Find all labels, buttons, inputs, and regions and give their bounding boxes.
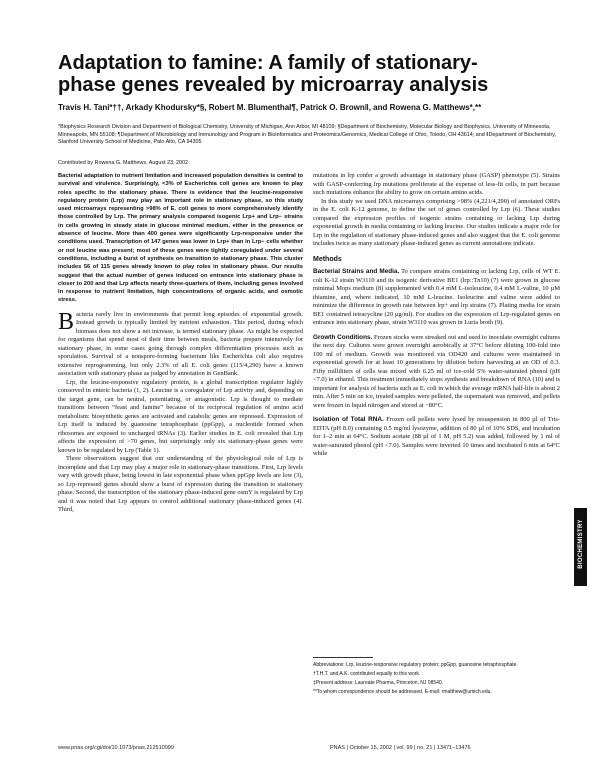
contributed-by: Contributed by Rowena G. Matthews, August 23, 2002 xyxy=(58,160,189,166)
intro-paragraph-2: Lrp, the leucine-responsive regulatory protein, is a global transcription regulator highly conserved in enteric bacteria (1, 2). Leucine is a coregulator of Lrp activity and, depending on the target gene, can be neutral, potentiating, or antagonistic. Lrp is thought to mediate transitions between “feast and famine” because of its reciprocal regulation of amino acid metabolism: biosynthetic genes are activated and catabolic genes are repressed. Expression of Lrp itself is induced by guanosine tetraphosphate (ppGpp), a nucleotide formed when ribosomes are exposed to uncharged tRNAs (3). Earlier studies in E. coli revealed that Lrp affects the expression of >70 genes, but surprisingly only six stationary-phase genes were known to be regulated by Lrp (Table 1). xyxy=(58,378,303,454)
left-column xyxy=(58,172,303,515)
intro-paragraph-3: Three observations suggest that our understanding of the physiological role of Lrp is incomplete and that Lrp may play a major role in stationary-phase transitions. First, Lrp levels vary with growth phase, being lowest in late exponential phase when ppGpp levels are low (3), so Lrp-repressed genes should show a burst of expression during the transition to stationary phase. Second, the transcription of the stationary phase-induced gene osmY is regulated by Lrp and it was noted that Lrp appears to control additional stationary phase-induced genes (4). Third, xyxy=(58,455,303,514)
run-in-heading: Growth Conditions. xyxy=(313,333,373,341)
drop-cap: B xyxy=(58,308,75,335)
methods-growth-text: Frozen stocks were streaked out and used to inoculate overnight cultures the next day. Cultures were grown overnight aerobically at 37°C before diluting 100-fold into 100 ml of medium. Growth was monitored via OD420 and cultures were maintained in exponential growth for at least 10 generations by dilution before harvesting at an OD of 0.3. Fifty milliliters of cells was mixed with 6.25 ml of ice-cold 5% water-saturated phenol (pH <7.0) in ethanol. This treatment immediately stops synthesis and breakdown of RNA (10) and is important for analysis of bacteria such as E. coli in which the average mRNA half-life is about 2 min. After 5 min on ice, treated samples were pelleted, the supernatant was removed, and pellets were frozen in liquid nitrogen and stored at −80°C. xyxy=(313,333,560,409)
footnote-present-address: ‡Present address: Laureate Pharma, Princeton, NJ 08540. xyxy=(313,680,444,686)
author-list: Travis H. Tani*††, Arkady Khodursky*§, Robert M. Blumenthal¶, Patrick O. Brown‖, and Rowena G. Matthews*,** xyxy=(58,103,482,112)
footnote-rule xyxy=(313,657,373,658)
article-title: Adaptation to famine: A family of stationary-phase genes revealed by microarray analysis xyxy=(58,52,489,96)
footnote-abbreviations: Abbreviations: Lrp, leucine-responsive regulatory protein; ppGpp, guanosine tetraphosphate. xyxy=(313,662,518,668)
run-in-heading: Bacterial Strains and Media. xyxy=(313,268,400,275)
journal-citation: PNAS | October 15, 2002 | vol. 99 | no. 21 | 13471–13476 xyxy=(330,745,471,751)
methods-heading: Methods xyxy=(313,255,342,263)
body-paragraph-2: In this study we used DNA microarrays comprising >98% (4,221/4,290) of annotated ORFs in the E. coli K-12 genome, to define the set of genes controlled by Lrp (6). These studies compared the expression profiles of isogenic strains containing or lacking Lrp during exponential growth in media containing or lacking leucine. Our studies indicate a major role for Lrp in the regulation of stationary phase-induced genes and also suggest that the E. coli genome includes twice as many stationary phase-induced genes as current annotations indicate. xyxy=(313,197,560,247)
footnotes xyxy=(313,657,560,698)
body-paragraph-1: mutations in lrp confer a growth advantage in stationary phase (GASP) phenotype (5). Strains with GASP-conferring lrp mutations proliferate at the expense of less-fit cells, in part because such mutations enhance the ability to grow on certain amino acids. xyxy=(313,172,560,196)
footnote-correspondence: **To whom correspondence should be addressed. E-mail: rmatthew@umich.edu. xyxy=(313,689,492,695)
section-tab-label: BIOCHEMISTRY xyxy=(578,519,584,569)
footnote-equal-contribution: †T.H.T. and A.K. contributed equally to this work. xyxy=(313,671,421,677)
affiliations: *Biophysics Research Division and Department of Biological Chemistry, University of Michigan, Ann Arbor, MI 48109; §Department of Biochemistry, Molecular Biology and Biophysics, University of Minnesota, Minneapolis, MN 55108; ¶Department of Microbiology and Immunology and Program in Bioinformatics and Proteomics/Genomics, Medical College of Ohio, Toledo, OH 43614; and ‖Department of Biochemistry, Stanford University School of Medicine, Palo Alto, CA 94305 xyxy=(58,124,557,146)
methods-rna-text: Frozen cell pellets were lysed by resuspension in 800 µl of Tris-EDTA (pH 8.0) containing 0.5 mg/ml lysozyme, addition of 80 µl of 10% SDS, and incubation for 1–2 min at 64°C. Sodium acetate (88 µl of 1 M, pH 5.2) was added, followed by 1 ml of water-saturated phenol (pH <7.0). Samples were inverted 10 times and incubated 6 min at 64°C while xyxy=(313,416,561,457)
methods-growth-conditions xyxy=(313,334,560,411)
intro-paragraph-1 xyxy=(58,308,303,379)
run-in-heading: Isolation of Total RNA. xyxy=(313,416,384,423)
intro-paragraph-1-text: acteria rarely live in environments that permit long episodes of exponential growth. Instead growth is typically limited by nutrient exhaustion. This period, during which biomass does not show a net increase, is termed stationary phase. As might be expected for organisms that spend most of their time between meals, bacteria prepare intensively for stationary phase, in some cases going through complex differentiation processes such as sporulation. Survival of a nonspore-forming bacterium like Escherichia coli also requires extensive reprogramming, but only 2.3% of all E. coli genes (115/4,290) have a known association with stationary phase as judged by annotation in GenBank. xyxy=(58,310,303,378)
section-tab xyxy=(574,508,587,586)
doi-link[interactable]: www.pnas.org/cgi/doi/10.1073/pnas.212510999 xyxy=(58,745,174,751)
methods-strains-media xyxy=(313,268,560,328)
right-column xyxy=(313,172,560,459)
abstract: Bacterial adaptation to nutrient limitation and increased population densities is central to survival and virulence. Surprisingly, <3% of Escherichia coli genes are known to play roles specific to the stationary phase. There is evidence that the leucine-responsive regulatory protein (Lrp) may play an important role in stationary phase, so this study used microarrays representing >98% of E. coli genes to more comprehensively identify those controlled by Lrp. The primary analysis compared isogenic Lrp+ and Lrp− strains in cells growing in steady state in glucose minimal medium, either in the presence or absence of leucine. More than 400 genes were significantly Lrp-responsive under the conditions used. Transcription of 147 genes was lower in Lrp+ than in Lrp− cells whether or not leucine was present; most of these genes were tightly coregulated under several conditions, including a burst of synthesis on transition to stationary phase. This cluster includes 56 of 115 genes already known to play roles in stationary phase. Our results suggest that the actual number of genes induced on entrance into stationary phase is closer to 200 and that Lrp affects nearly three-quarters of them, including genes involved in response to nutrient limitation, high concentrations of organic acids, and osmotic stress. xyxy=(58,173,303,304)
methods-rna-isolation xyxy=(313,416,560,459)
methods-strains-text: To compare strains containing or lacking Lrp, cells of WT E. coli K-12 strain W3110 and its isogenic derivative BE1 (lrp::Tn10) (7) were grown in glucose minimal Mops medium (8) supplemented with 0.4 mM L-isoleucine, 0.4 mM L-valine, 10 µM thiamine, and, where indicated, 10 mM L-leucine. Isoleucine and valine were added to minimize the difference in growth rate between lrp+ and lrp strains (7). Plating media for strain BE1 contained tetracycline (20 µg/ml). For studies on the expression of Lrp-regulated genes on entrance into stationary phase, strain W3110 was grown in Luria broth (9). xyxy=(313,268,560,326)
